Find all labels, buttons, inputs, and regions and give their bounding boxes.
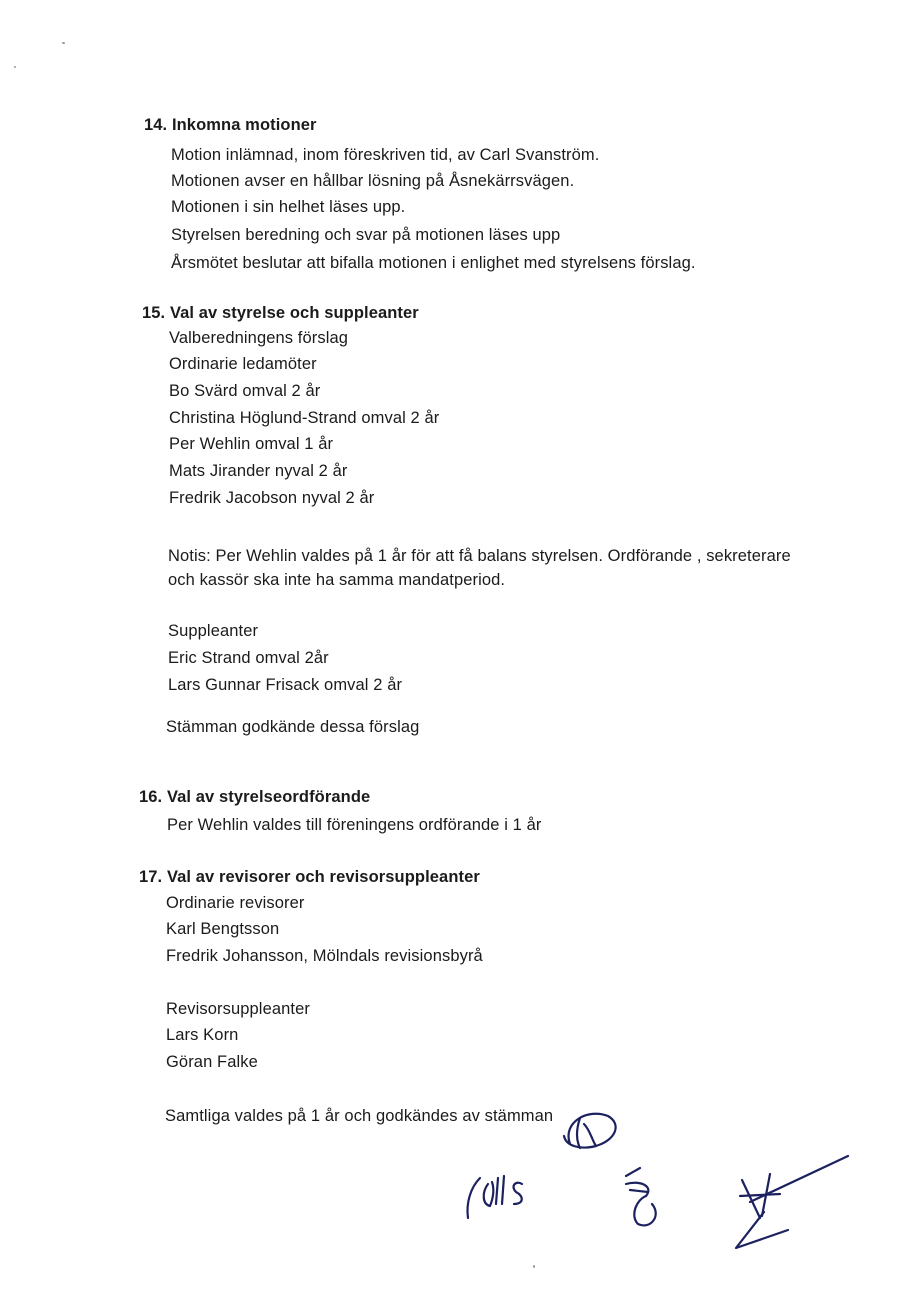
- section-15-line: Christina Höglund-Strand omval 2 år: [169, 409, 440, 427]
- section-17-conclusion: Samtliga valdes på 1 år och godkändes av stämman: [165, 1107, 554, 1125]
- section-14-line: Motionen avser en hållbar lösning på Åsnekärrsvägen.: [171, 172, 575, 190]
- section-title: Val av styrelse och suppleanter: [169, 304, 419, 322]
- section-14-line: Årsmötet beslutar att bifalla motionen i enlighet med styrelsens förslag.: [171, 254, 696, 272]
- section-15-line: Per Wehlin omval 1 år: [169, 435, 334, 453]
- section-title: Val av styrelseordförande: [166, 788, 371, 806]
- section-16-line: Per Wehlin valdes till föreningens ordförande i 1 år: [167, 816, 542, 834]
- section-15-deputies-line: Lars Gunnar Frisack omval 2 år: [168, 676, 403, 694]
- section-15-line: Ordinarie ledamöter: [169, 355, 317, 373]
- scan-speck: [533, 1265, 535, 1268]
- section-15-heading: [142, 303, 419, 323]
- signature-initials-3: [736, 1156, 848, 1248]
- section-15-line: Mats Jirander nyval 2 år: [169, 462, 348, 480]
- signature-initials-1: [564, 1114, 616, 1148]
- section-15-approval: Stämman godkände dessa förslag: [166, 718, 420, 736]
- signatures-area: [440, 1100, 860, 1260]
- section-17-auditors-line: Fredrik Johansson, Mölndals revisionsbyrå: [166, 947, 483, 965]
- signature-initials-2: [626, 1168, 656, 1225]
- section-number: 14.: [144, 116, 168, 134]
- section-number: 15.: [142, 304, 166, 322]
- section-17-deputies-line: Göran Falke: [166, 1053, 258, 1071]
- section-17-deputies-line: Lars Korn: [166, 1026, 239, 1044]
- signature-calls: [468, 1176, 523, 1218]
- section-number: 16.: [139, 788, 163, 806]
- section-14-line: Styrelsen beredning och svar på motionen läses upp: [171, 226, 561, 244]
- section-15-line: Valberedningens förslag: [169, 329, 349, 347]
- section-15-line: Bo Svärd omval 2 år: [169, 382, 321, 400]
- section-14-heading: [144, 115, 317, 135]
- section-title: Val av revisorer och revisorsuppleanter: [166, 868, 480, 886]
- section-15-deputies-line: Eric Strand omval 2år: [168, 649, 329, 667]
- section-title: Inkomna motioner: [171, 116, 317, 134]
- scan-speck: [62, 42, 65, 44]
- section-17-heading: [139, 867, 480, 887]
- section-17-auditors-line: Ordinarie revisorer: [166, 894, 305, 912]
- section-15-deputies-line: Suppleanter: [168, 622, 259, 640]
- section-14-line: Motion inlämnad, inom föreskriven tid, av Carl Svanström.: [171, 146, 600, 164]
- section-14-line: Motionen i sin helhet läses upp.: [171, 198, 406, 216]
- scan-speck: [14, 66, 16, 68]
- section-number: 17.: [139, 868, 163, 886]
- section-17-auditors-line: Karl Bengtsson: [166, 920, 280, 938]
- section-17-deputies-line: Revisorsuppleanter: [166, 1000, 310, 1018]
- section-15-note: och kassör ska inte ha samma mandatperiod.: [168, 571, 506, 589]
- section-15-note: Notis: Per Wehlin valdes på 1 år för att få balans styrelsen. Ordförande , sekreterare: [168, 547, 791, 565]
- section-16-heading: [139, 787, 370, 807]
- section-15-line: Fredrik Jacobson nyval 2 år: [169, 489, 375, 507]
